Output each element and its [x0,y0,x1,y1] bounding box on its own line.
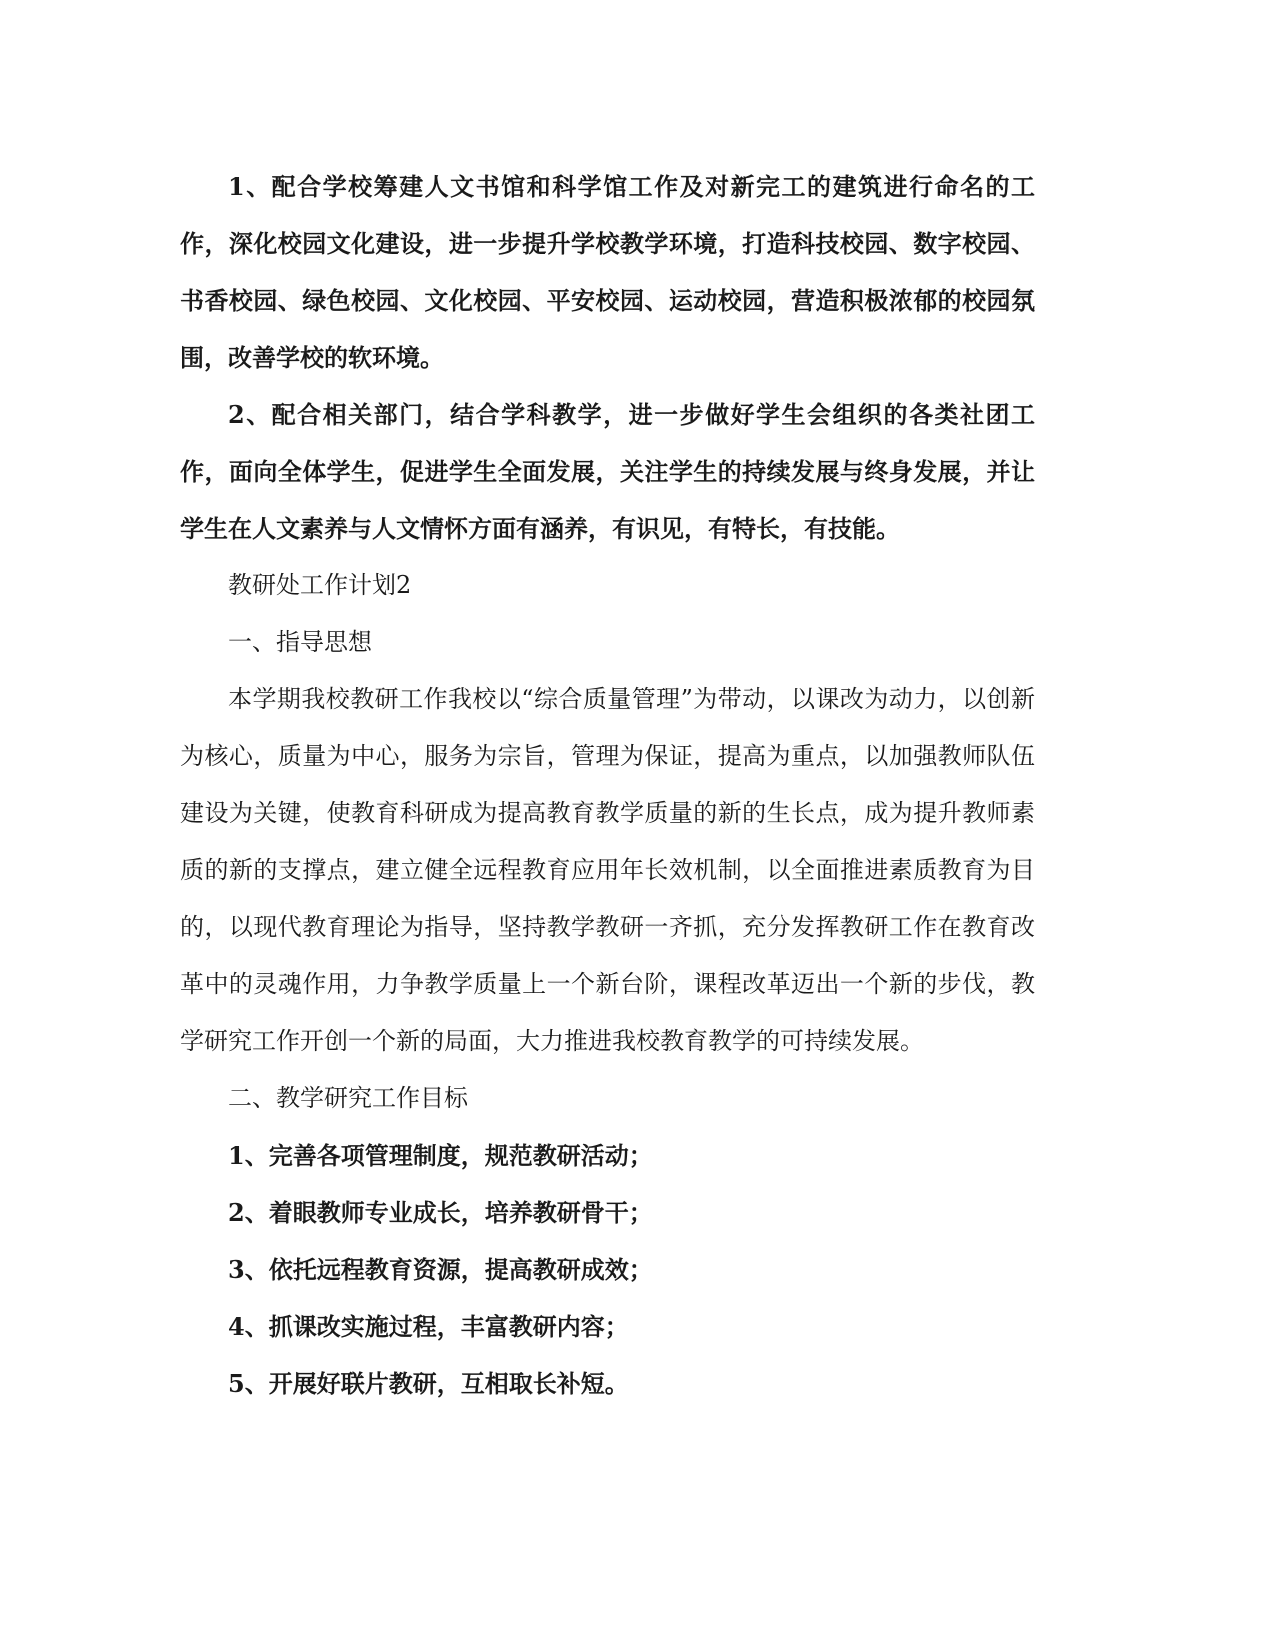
intro-paragraph-2: 2、配合相关部门，结合学科教学，进一步做好学生会组织的各类社团工作，面向全体学生，促进学生全面发展，关注学生的持续发展与终身发展，并让学生在人文素养与人文情怀方面有涵养，有识见，有特长，有技能。 [180,400,1035,543]
section-body-guiding-ideology: 本学期我校教研工作我校以“综合质量管理”为带动，以课改为动力，以创新为核心，质量为中心，服务为宗旨，管理为保证，提高为重点，以加强教师队伍建设为关键，使教育科研成为提高教育教学质量的新的生长点，成为提升教师素质的新的支撑点，建立健全远程教育应用年长效机制，以全面推进素质教育为目的，以现代教育理论为指导，坚持教学教研一齐抓，充分发挥教研工作在教育改革中的灵魂作用，力争教学质量上一个新台阶，课程改革迈出一个新的步伐，教学研究工作开创一个新的局面，大力推进我校教育教学的可持续发展。 [180,685,1035,1055]
goal-item: 1、完善各项管理制度，规范教研活动； [228,1141,653,1170]
goal-item: 5、开展好联片教研，互相取长补短。 [228,1369,629,1398]
intro-paragraph-1: 1、配合学校筹建人文书馆和科学馆工作及对新完工的建筑进行命名的工作，深化校园文化建设，进一步提升学校教学环境，打造科技校园、数字校园、书香校园、绿色校园、文化校园、平安校园、运动校园，营造积极浓郁的校园氛围，改善学校的软环境。 [180,172,1035,372]
plan-title: 教研处工作计划2 [228,571,412,599]
goal-item: 2、着眼教师专业成长，培养教研骨干； [228,1198,653,1227]
goals-list [180,1127,1035,1412]
section-heading-research-goals: 二、教学研究工作目标 [228,1084,468,1112]
goal-item: 4、抓课改实施过程，丰富教研内容； [228,1312,629,1341]
document-page [180,158,1035,1412]
section-heading-guiding-ideology: 一、指导思想 [228,628,372,656]
goal-item: 3、依托远程教育资源，提高教研成效； [228,1255,653,1284]
